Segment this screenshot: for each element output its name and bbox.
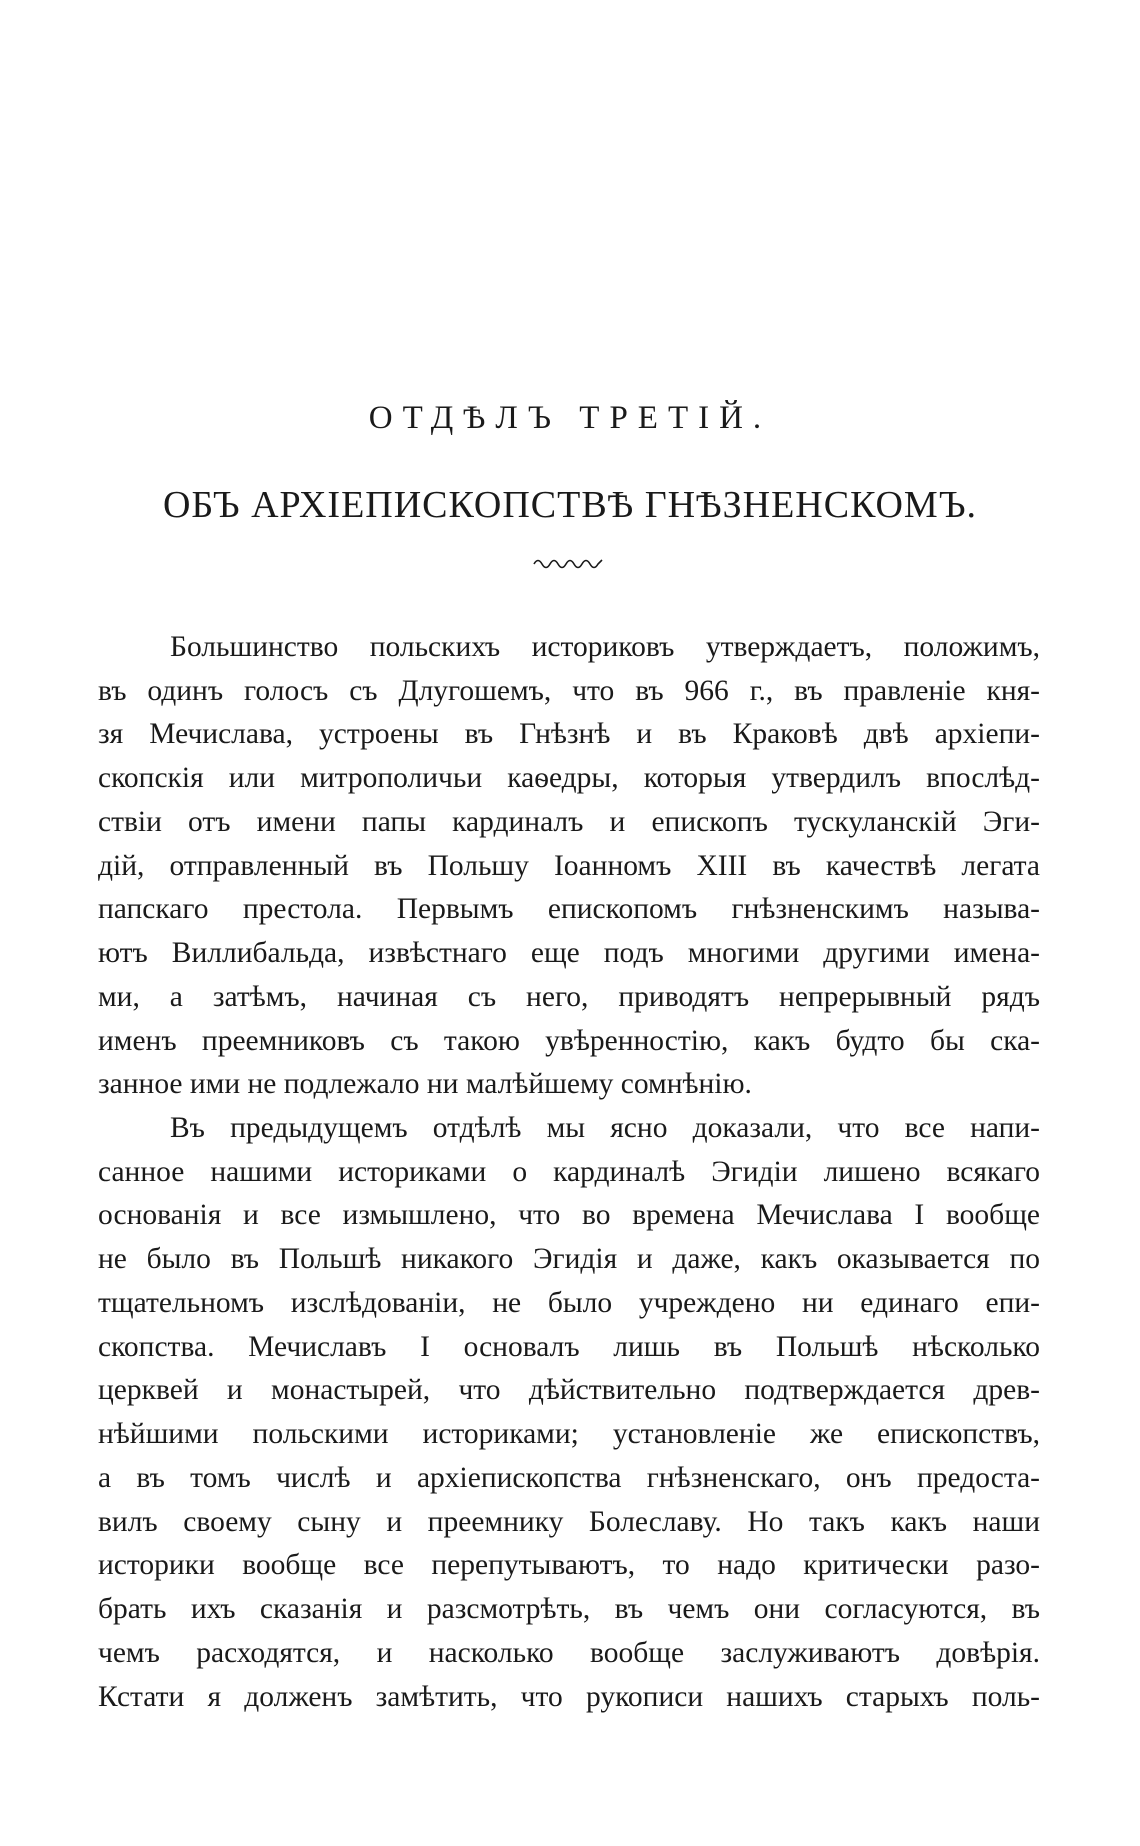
text-line: а въ томъ числѣ и архіепископства гнѣзненскаго, онъ предоста-: [98, 1462, 1040, 1494]
text-line: историки вообще все перепутываютъ, то надо критически разо-: [98, 1549, 1040, 1581]
text-line: не было въ Польшѣ никакого Эгидія и даже, какъ оказывается по: [98, 1243, 1040, 1275]
text-line: Въ предыдущемъ отдѣлѣ мы ясно доказали, что все напи-: [170, 1112, 1040, 1144]
text-line: занное ими не подлежало ни малѣйшему сомнѣнію.: [98, 1068, 752, 1100]
section-heading: ОТДѢЛЪ ТРЕТІЙ.: [368, 400, 772, 436]
text-line: ствіи отъ имени папы кардиналъ и епископъ тускуланскій Эги-: [98, 806, 1040, 838]
text-line: церквей и монастырей, что дѣйствительно подтверждается древ-: [98, 1374, 1040, 1406]
text-line: папскаго престола. Первымъ епископомъ гнѣзненскимъ называ-: [98, 893, 1040, 925]
text-line: дій, отправленный въ Польшу Іоанномъ XIII въ качествѣ легата: [98, 850, 1040, 882]
text-line: брать ихъ сказанія и разсмотрѣть, въ чемъ они согласуются, въ: [98, 1593, 1040, 1625]
text-line: ми, а затѣмъ, начиная съ него, приводятъ непрерывный рядъ: [98, 981, 1040, 1013]
text-line: скопства. Мечиславъ I основалъ лишь въ Польшѣ нѣсколько: [98, 1331, 1040, 1363]
text-line: вилъ своему сыну и преемнику Болеславу. Но такъ какъ наши: [98, 1506, 1040, 1538]
ornamental-divider: [532, 554, 604, 570]
text-line: Большинство польскихъ историковъ утверждаетъ, положимъ,: [170, 631, 1040, 663]
text-line: зя Мечислава, устроены въ Гнѣзнѣ и въ Краковѣ двѣ архіепи-: [98, 718, 1040, 750]
section-title: ОБЪ АРХІЕПИСКОПСТВѢ ГНѢЗНЕНСКОМЪ.: [162, 484, 978, 526]
text-line: скопскія или митрополичьи каѳедры, которыя утвердилъ впослѣд-: [98, 762, 1040, 794]
text-line: Кстати я долженъ замѣтить, что рукописи нашихъ старыхъ поль-: [98, 1681, 1040, 1713]
text-line: въ одинъ голосъ съ Длугошемъ, что въ 966 г., въ правленіе кня-: [98, 675, 1040, 707]
text-line: санное нашими историками о кардиналѣ Эгидіи лишено всякаго: [98, 1156, 1040, 1188]
text-line: именъ преемниковъ съ такою увѣренностію, какъ будто бы ска-: [98, 1025, 1040, 1057]
text-line: ютъ Виллибальда, извѣстнаго еще подъ многими другими имена-: [98, 937, 1040, 969]
text-line: тщательномъ изслѣдованіи, не было учреждено ни единаго епи-: [98, 1287, 1040, 1319]
text-line: нѣйшими польскими историками; установленіе же епископствъ,: [98, 1418, 1040, 1450]
text-line: чемъ расходятся, и насколько вообще заслуживаютъ довѣрія.: [98, 1637, 1040, 1669]
text-line: основанія и все измышлено, что во времена Мечислава I вообще: [98, 1199, 1040, 1231]
